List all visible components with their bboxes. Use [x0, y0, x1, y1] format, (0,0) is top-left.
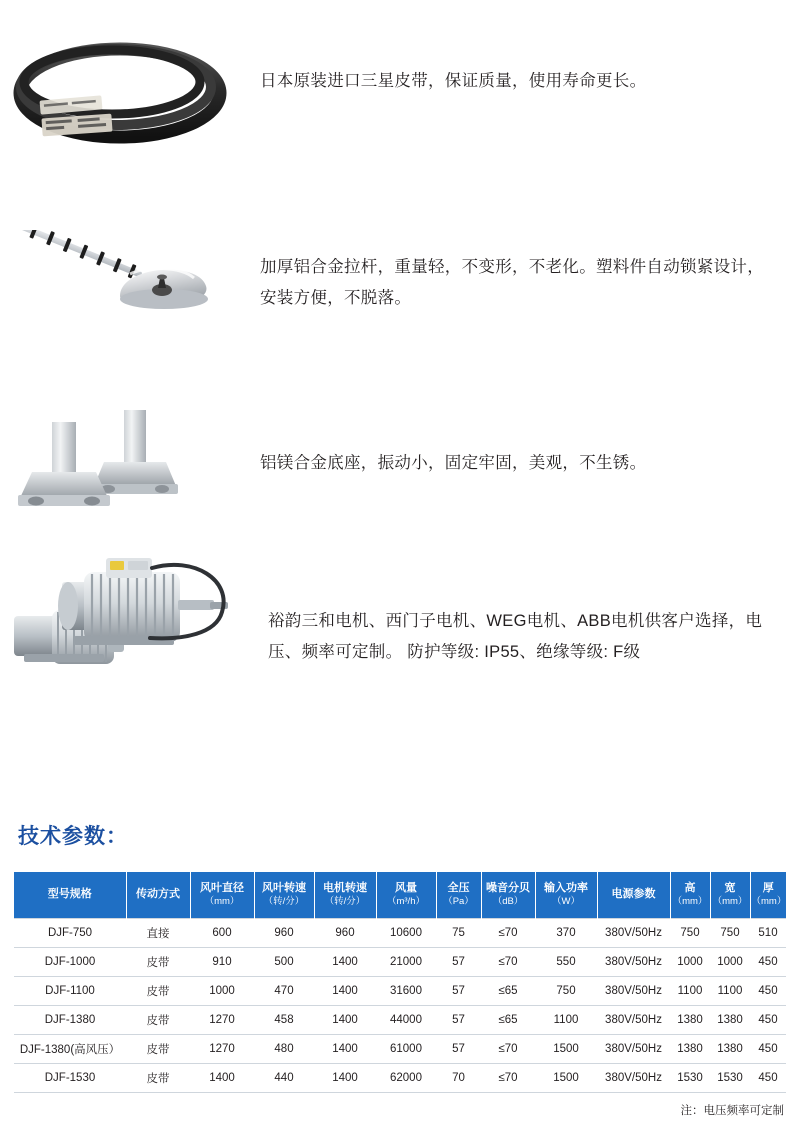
cell-motor-speed: 960	[314, 918, 376, 947]
th-blade-speed: 风叶转速 （转/分）	[254, 872, 314, 918]
th-blade-diameter: 风叶直径 （mm）	[190, 872, 254, 918]
cell-blade-dia: 1270	[190, 1005, 254, 1034]
cell-noise: ≤70	[481, 1034, 535, 1063]
cell-airflow: 44000	[376, 1005, 436, 1034]
cell-depth: 450	[750, 1063, 786, 1092]
feature-text-rod: 加厚铝合金拉杆，重量轻，不变形，不老化。塑料件自动锁紧设计，安装方便，不脱落。	[260, 258, 764, 307]
cell-airflow: 21000	[376, 947, 436, 976]
cell-width: 1380	[710, 1034, 750, 1063]
cell-drive: 皮带	[126, 1005, 190, 1034]
cell-blade-speed: 480	[254, 1034, 314, 1063]
cell-height: 1000	[670, 947, 710, 976]
table-row	[14, 1034, 786, 1063]
feature-row-motor	[6, 548, 786, 708]
cell-model: DJF-1380	[14, 1005, 126, 1034]
electric-motor-photo	[6, 548, 256, 708]
cell-blade-speed: 458	[254, 1005, 314, 1034]
cell-width: 750	[710, 918, 750, 947]
cell-power: 1500	[535, 1063, 597, 1092]
cell-depth: 450	[750, 1034, 786, 1063]
cell-motor-speed: 1400	[314, 1005, 376, 1034]
th-airflow: 风量 （m³/h）	[376, 872, 436, 918]
cell-model: DJF-1530	[14, 1063, 126, 1092]
table-row	[14, 1005, 786, 1034]
cell-width: 1380	[710, 1005, 750, 1034]
cell-blade-dia: 910	[190, 947, 254, 976]
th-input-power: 输入功率 （W）	[535, 872, 597, 918]
cell-airflow: 62000	[376, 1063, 436, 1092]
cell-pressure: 57	[436, 1034, 481, 1063]
cell-model: DJF-1380(高风压）	[14, 1034, 126, 1063]
cell-supply: 380V/50Hz	[597, 1034, 670, 1063]
table-row	[14, 976, 786, 1005]
cell-supply: 380V/50Hz	[597, 918, 670, 947]
cell-noise: ≤70	[481, 918, 535, 947]
cell-power: 750	[535, 976, 597, 1005]
cell-supply: 380V/50Hz	[597, 1005, 670, 1034]
cell-motor-speed: 1400	[314, 1034, 376, 1063]
cell-noise: ≤65	[481, 1005, 535, 1034]
cell-model: DJF-750	[14, 918, 126, 947]
cell-width: 1100	[710, 976, 750, 1005]
feature-text-belt: 日本原装进口三星皮带，保证质量，使用寿命更长。	[260, 72, 647, 90]
cell-airflow: 31600	[376, 976, 436, 1005]
cell-airflow: 10600	[376, 918, 436, 947]
cell-supply: 380V/50Hz	[597, 1063, 670, 1092]
feature-row-rod	[12, 230, 772, 340]
cell-drive: 直接	[126, 918, 190, 947]
cell-blade-speed: 960	[254, 918, 314, 947]
cell-drive: 皮带	[126, 1034, 190, 1063]
cell-motor-speed: 1400	[314, 976, 376, 1005]
cell-blade-dia: 1270	[190, 1034, 254, 1063]
cell-width: 1000	[710, 947, 750, 976]
th-total-pressure: 全压 （Pa）	[436, 872, 481, 918]
th-height: 高 （mm）	[670, 872, 710, 918]
cell-pressure: 57	[436, 947, 481, 976]
cell-height: 750	[670, 918, 710, 947]
cell-noise: ≤65	[481, 976, 535, 1005]
cell-motor-speed: 1400	[314, 947, 376, 976]
cell-noise: ≤70	[481, 1063, 535, 1092]
alloy-base-illustration	[12, 406, 242, 516]
feature-row-base	[12, 406, 772, 516]
cell-pressure: 57	[436, 1005, 481, 1034]
cell-power: 370	[535, 918, 597, 947]
table-row	[14, 1063, 786, 1092]
th-power-supply: 电源参数	[597, 872, 670, 918]
cell-width: 1530	[710, 1063, 750, 1092]
spec-table	[14, 872, 786, 1093]
page-title: 技术参数：	[18, 825, 128, 848]
v-belt-photo	[12, 38, 232, 148]
th-motor-speed: 电机转速 （转/分）	[314, 872, 376, 918]
cell-motor-speed: 1400	[314, 1063, 376, 1092]
cell-noise: ≤70	[481, 947, 535, 976]
cell-drive: 皮带	[126, 976, 190, 1005]
cell-airflow: 61000	[376, 1034, 436, 1063]
table-note: 注：电压频率可定制	[680, 1105, 784, 1117]
cell-blade-dia: 1400	[190, 1063, 254, 1092]
v-belt-illustration	[12, 38, 232, 148]
cell-depth: 450	[750, 1005, 786, 1034]
cell-supply: 380V/50Hz	[597, 947, 670, 976]
cell-blade-speed: 500	[254, 947, 314, 976]
table-row	[14, 947, 786, 976]
th-depth: 厚 （mm）	[750, 872, 786, 918]
alloy-base-photo	[12, 406, 242, 516]
cell-pressure: 75	[436, 918, 481, 947]
cell-blade-speed: 440	[254, 1063, 314, 1092]
th-drive-type: 传动方式	[126, 872, 190, 918]
cell-power: 1500	[535, 1034, 597, 1063]
cell-depth: 450	[750, 976, 786, 1005]
cell-blade-speed: 470	[254, 976, 314, 1005]
feature-row-belt	[12, 38, 772, 148]
cell-blade-dia: 1000	[190, 976, 254, 1005]
cell-model: DJF-1100	[14, 976, 126, 1005]
cell-blade-dia: 600	[190, 918, 254, 947]
cell-power: 550	[535, 947, 597, 976]
cell-supply: 380V/50Hz	[597, 976, 670, 1005]
electric-motor-illustration	[6, 548, 256, 713]
table-header-row	[14, 872, 786, 918]
cell-drive: 皮带	[126, 1063, 190, 1092]
cell-height: 1380	[670, 1034, 710, 1063]
cell-drive: 皮带	[126, 947, 190, 976]
aluminum-rod-illustration	[12, 230, 242, 340]
cell-pressure: 57	[436, 976, 481, 1005]
feature-text-base: 铝镁合金底座，振动小，固定牢固，美观，不生锈。	[260, 454, 647, 472]
cell-height: 1380	[670, 1005, 710, 1034]
feature-text-motor: 裕韵三和电机、西门子电机、WEG电机、ABB电机供客户选择，电压、频率可定制。 防护等级: IP55、绝缘等级: F级	[268, 612, 763, 661]
cell-power: 1100	[535, 1005, 597, 1034]
th-width: 宽 （mm）	[710, 872, 750, 918]
cell-model: DJF-1000	[14, 947, 126, 976]
aluminum-alloy-rod-photo	[12, 230, 242, 340]
cell-height: 1530	[670, 1063, 710, 1092]
spec-table-wrapper	[14, 872, 786, 1093]
cell-pressure: 70	[436, 1063, 481, 1092]
cell-height: 1100	[670, 976, 710, 1005]
th-model: 型号规格	[14, 872, 126, 918]
cell-depth: 510	[750, 918, 786, 947]
th-noise: 噪音分贝 （dB）	[481, 872, 535, 918]
cell-depth: 450	[750, 947, 786, 976]
table-row	[14, 918, 786, 947]
